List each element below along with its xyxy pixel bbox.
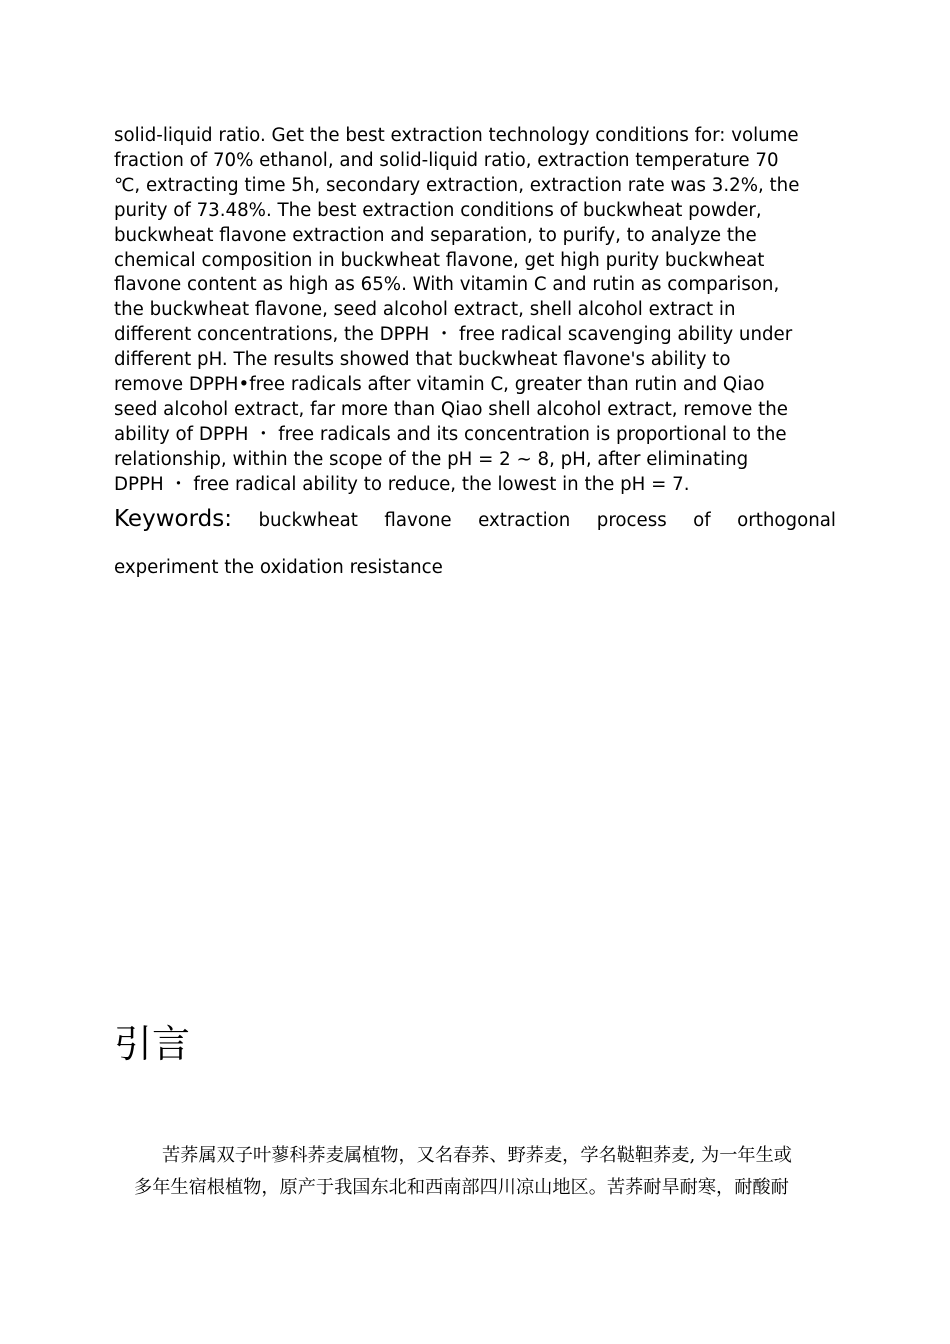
keywords-block xyxy=(114,506,836,580)
abstract-line: seed alcohol extract, far more than Qiao shell alcohol extract, remove the xyxy=(114,398,788,420)
abstract-line: remove DPPH•free radicals after vitamin C, greater than rutin and Qiao xyxy=(114,374,765,396)
keyword-term: buckwheat xyxy=(258,510,358,531)
keyword-term: of xyxy=(693,510,711,531)
abstract-line: the buckwheat flavone, seed alcohol extract, shell alcohol extract in xyxy=(114,299,736,321)
intro-paragraph xyxy=(114,1140,838,1204)
abstract-line: ℃, extracting time 5h, secondary extraction, extraction rate was 3.2%, the xyxy=(114,174,800,196)
abstract-line: buckwheat flavone extraction and separation, to purify, to analyze the xyxy=(114,224,757,246)
abstract-line: relationship, within the scope of the pH = 2 ~ 8, pH, after eliminating xyxy=(114,448,749,470)
intro-line: 苦荞属双子叶蓼科荞麦属植物，又名春荞、野荞麦，学名鞑靼荞麦, 为一年生或 xyxy=(162,1145,792,1166)
abstract-line: purity of 73.48%. The best extraction conditions of buckwheat powder, xyxy=(114,199,762,221)
keyword-term: process xyxy=(596,510,667,531)
abstract-line: chemical composition in buckwheat flavone, get high purity buckwheat xyxy=(114,249,765,271)
abstract-line: fraction of 70% ethanol, and solid-liquid ratio, extraction temperature 70 xyxy=(114,149,779,171)
abstract-line: solid-liquid ratio. Get the best extraction technology conditions for: volume xyxy=(114,125,799,146)
abstract-line: different pH. The results showed that buckwheat flavone's ability to xyxy=(114,349,731,371)
intro-line: 多年生宿根植物，原产于我国东北和西南部四川凉山地区。苦荞耐旱耐寒，耐酸耐 xyxy=(134,1177,789,1198)
keywords-continuation: experiment the oxidation resistance xyxy=(114,557,443,578)
keywords-line xyxy=(114,506,836,542)
abstract-line: flavone content as high as 65%. With vitamin C and rutin as comparison, xyxy=(114,274,780,296)
keyword-term: extraction xyxy=(478,510,571,531)
abstract-line: DPPH ・ free radical ability to reduce, the lowest in the pH = 7. xyxy=(114,473,690,495)
keyword-term: flavone xyxy=(384,510,452,531)
abstract-line: ability of DPPH ・ free radicals and its concentration is proportional to the xyxy=(114,423,787,445)
keywords-label: Keywords: xyxy=(114,506,232,532)
abstract-paragraph xyxy=(114,124,838,498)
section-heading: 引言 xyxy=(114,1022,191,1066)
abstract-line: different concentrations, the DPPH ・ free radical scavenging ability under xyxy=(114,324,793,346)
keyword-term: orthogonal xyxy=(737,510,836,531)
